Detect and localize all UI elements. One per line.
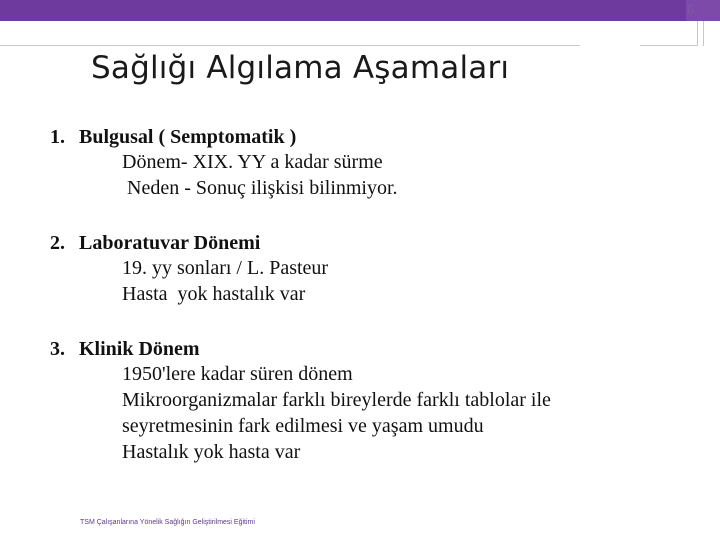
section-number: 3. <box>50 338 65 360</box>
section-line: Mikroorganizmalar farklı bireylerde farklı tablolar ile <box>122 389 551 411</box>
section-number: 1. <box>50 126 65 148</box>
section-title: Bulgusal ( Semptomatik ) <box>79 126 297 148</box>
footer-text: TSM Çalışanlarına Yönelik Sağlığın Geliştirilmesi Eğitimi <box>80 519 255 526</box>
section-line: Hasta yok hastalık var <box>122 283 306 305</box>
section-line: 1950'lere kadar süren dönem <box>122 363 353 385</box>
section-heading <box>50 125 700 149</box>
divider-line <box>703 21 704 46</box>
section-3 <box>50 337 700 465</box>
top-banner <box>0 0 720 21</box>
slide-title: Sağlığı Algılama Aşamaları <box>91 50 510 86</box>
title-rule <box>0 45 580 46</box>
section-line: Dönem- XIX. YY a kadar sürme <box>122 151 383 173</box>
section-line: Hastalık yok hasta var <box>122 441 301 463</box>
section-line: Neden - Sonuç ilişkisi bilinmiyor. <box>122 177 398 199</box>
section-1 <box>50 125 700 201</box>
page-number: 6 <box>687 3 694 18</box>
section-heading <box>50 231 700 255</box>
title-rule <box>640 45 698 46</box>
section-line: seyretmesinin fark edilmesi ve yaşam umudu <box>122 415 484 437</box>
section-2 <box>50 231 700 307</box>
section-title: Laboratuvar Dönemi <box>79 232 261 254</box>
section-title: Klinik Dönem <box>79 338 200 360</box>
section-line: 19. yy sonları / L. Pasteur <box>122 257 329 279</box>
section-heading <box>50 337 700 361</box>
divider-line <box>697 21 698 46</box>
section-number: 2. <box>50 232 65 254</box>
